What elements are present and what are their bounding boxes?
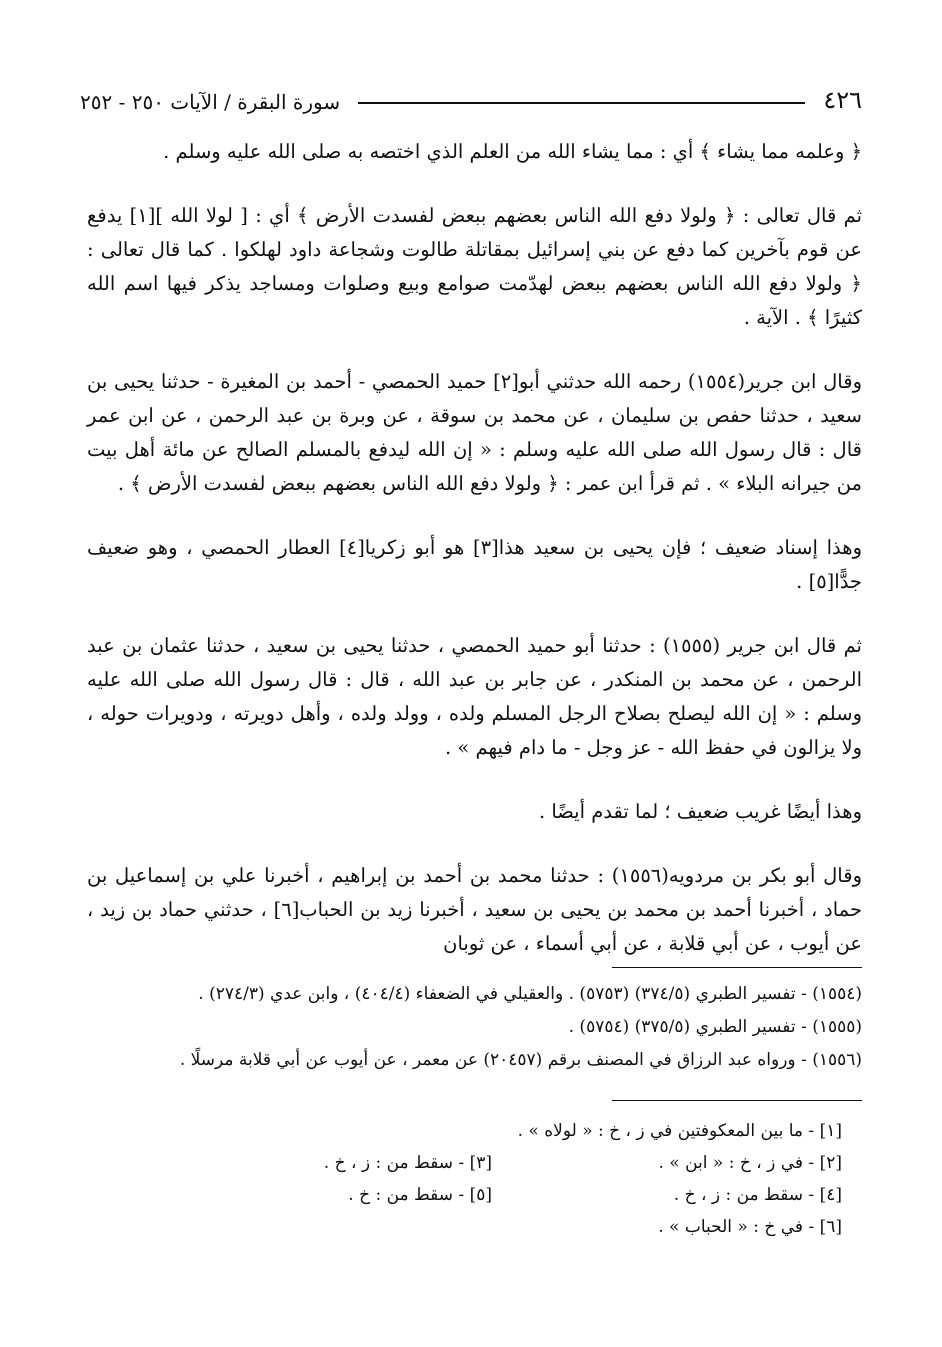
variant-note: [٦] - في خ : « الحباب » . — [658, 1217, 842, 1237]
variant-row — [142, 1147, 842, 1179]
variant-note: [٥] - سقط من : خ . — [348, 1185, 492, 1205]
paragraph: ﴿ وعلمه مما يشاء ﴾ أي : مما يشاء الله من العلم الذي اختصه به صلى الله عليه وسلم . — [163, 140, 862, 163]
variant-note: [٢] - في ز ، خ : « ابن » . — [658, 1153, 842, 1173]
paragraph: ثم قال ابن جرير (١٥٥٥) : حدثنا أبو حميد الحمصي ، حدثنا يحيى بن سعيد ، حدثنا عثمان بن عبد الرحمن ، عن محمد بن المنكدر ، عن جابر بن عبد الله ، قال : قال رسول الله صلى الله عليه وسلم : « إن الله ليصلح بصلاح الرجل المسلم ولده ، وولد ولده ، وأهل دويرته ، ودويرات حوله ، ولا يزالون في حفظ الله - عز وجل - ما دام فيهم » . — [87, 634, 862, 759]
running-title: سورة البقرة / الآيات ٢٥٠ - ٢٥٢ — [80, 90, 341, 114]
paragraph: وقال أبو بكر بن مردويه(١٥٥٦) : حدثنا محمد بن أحمد بن إبراهيم ، أخبرنا علي بن إسماعيل بن حماد ، أخبرنا أحمد بن محمد بن يحيى بن سعيد ، أخبرنا زيد بن الحباب[٦] ، حدثني حماد بن زيد ، عن أيوب ، عن أبي قلابة ، عن أبي أسماء ، عن ثوبان — [87, 864, 862, 955]
paragraph: وهذا أيضًا غريب ضعيف ؛ لما تقدم أيضًا . — [538, 800, 862, 823]
footnote: (١٥٥٦) - ورواه عبد الرزاق في المصنف برقم (٢٠٤٥٧) عن معمر ، عن أيوب عن أبي قلابة مرسلًا . — [179, 1050, 862, 1070]
variants-rule — [612, 1100, 862, 1101]
variant-row — [142, 1179, 842, 1211]
manuscript-variants — [142, 1115, 842, 1243]
main-text — [87, 135, 862, 977]
header-rule — [358, 102, 805, 104]
variant-note: [٤] - سقط من : ز ، خ . — [673, 1185, 842, 1205]
footnote-rule — [612, 967, 862, 968]
footnote: (١٥٥٤) - تفسير الطبري (٣٧٤/٥) (٥٧٥٣) . والعقيلي في الضعفاء (٤٠٤/٤) ، وابن عدي (٢٧٤/٣) . — [198, 984, 862, 1004]
footnotes — [82, 978, 862, 1077]
footnote: (١٥٥٥) - تفسير الطبري (٣٧٥/٥) (٥٧٥٤) . — [568, 1017, 862, 1037]
paragraph: ثم قال تعالى : ﴿ ولولا دفع الله الناس بعضهم ببعض لفسدت الأرض ﴾ أي : [ لولا الله ][١] يدفع عن قوم بآخرين كما دفع عن بني إسرائيل بمقاتلة طالوت وشجاعة داود لهلكوا . كما قال تعالى : ﴿ ولولا دفع الله الناس بعضهم ببعض لهدّمت صوامع وبيع وصلوات ومساجد يذكر فيها اسم الله كثيرًا ﴾ . الآية . — [87, 204, 862, 329]
page-number: ٤٢٦ — [823, 86, 862, 114]
variant-row — [142, 1211, 842, 1243]
variant-note: [١] - ما بين المعكوفتين في ز ، خ : « لولاه » . — [517, 1121, 842, 1141]
variant-note: [٣] - سقط من : ز ، خ . — [323, 1153, 492, 1173]
variant-row — [142, 1115, 842, 1147]
page-header — [80, 80, 862, 114]
paragraph: وقال ابن جرير(١٥٥٤) رحمه الله حدثني أبو[٢] حميد الحمصي - أحمد بن المغيرة - حدثنا يحيى بن سعيد ، حدثنا حفص بن سليمان ، عن محمد بن سوقة ، عن وبرة بن عبد الرحمن ، عن ابن عمر قال : قال رسول الله صلى الله عليه وسلم : « إن الله ليدفع بالمسلم الصالح عن مائة أهل بيت من جيرانه البلاء » . ثم قرأ ابن عمر : ﴿ ولولا دفع الله الناس بعضهم ببعض لفسدت الأرض ﴾ . — [87, 370, 862, 495]
paragraph: وهذا إسناد ضعيف ؛ فإن يحيى بن سعيد هذا[٣] هو أبو زكريا[٤] العطار الحمصي ، وهو ضعيف جدًّا[٥] . — [87, 536, 862, 593]
